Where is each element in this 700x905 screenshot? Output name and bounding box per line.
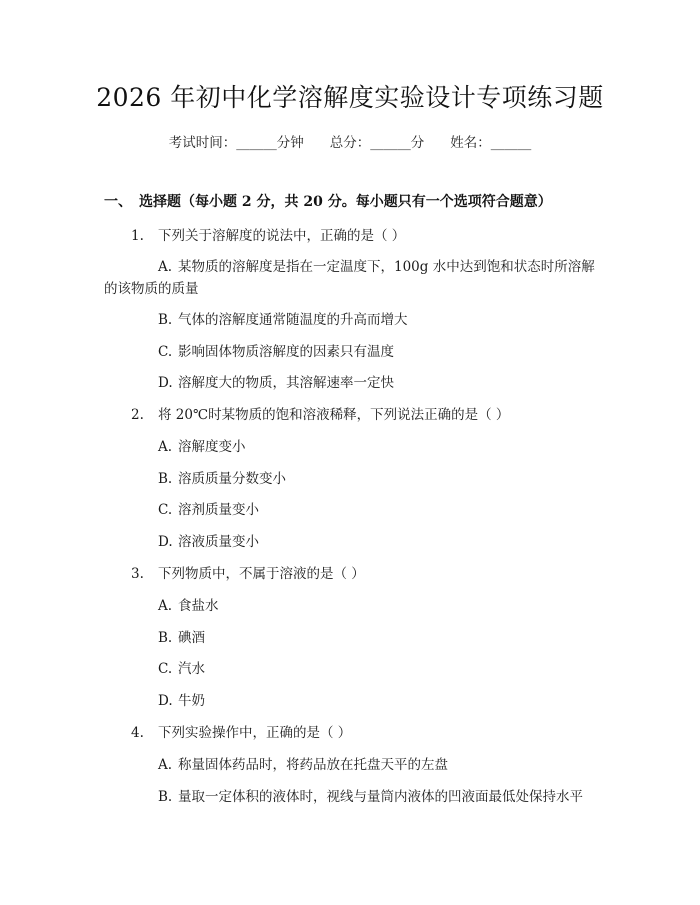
option-text: 溶液质量变小 bbox=[178, 534, 259, 550]
answer-option bbox=[158, 371, 394, 391]
option-text: 量取一定体积的液体时，视线与量筒内液体的凹液面最低处保持水平 bbox=[178, 789, 583, 805]
answer-option bbox=[158, 689, 205, 709]
option-text: 溶质质量分数变小 bbox=[178, 471, 286, 487]
answer-option bbox=[158, 255, 595, 275]
option-letter: A. bbox=[158, 259, 173, 275]
option-text-continuation: 的该物质的质量 bbox=[104, 281, 199, 297]
question-text: 下列物质中，不属于溶液的是（ ） bbox=[158, 566, 365, 582]
question-number: 1. bbox=[131, 228, 144, 244]
option-text: 溶解度变小 bbox=[178, 439, 246, 455]
option-letter: C. bbox=[158, 344, 173, 360]
question-text: 下列关于溶解度的说法中，正确的是（ ） bbox=[158, 228, 406, 244]
answer-option bbox=[158, 308, 408, 328]
option-text: 某物质的溶解度是指在一定温度下，100g 水中达到饱和状态时所溶解 bbox=[178, 259, 595, 275]
option-letter: B. bbox=[158, 789, 173, 805]
section-heading bbox=[104, 191, 552, 211]
option-letter: B. bbox=[158, 312, 173, 328]
answer-option bbox=[158, 467, 286, 487]
question-number: 4. bbox=[131, 725, 144, 741]
option-letter: A. bbox=[158, 757, 173, 773]
question-stem bbox=[131, 224, 405, 244]
section-title: 选择题（每小题 2 分，共 20 分。每小题只有一个选项符合题意） bbox=[139, 194, 552, 210]
option-text: 气体的溶解度通常随温度的升高而增大 bbox=[178, 312, 408, 328]
option-letter: D. bbox=[158, 375, 173, 391]
question-text: 下列实验操作中，正确的是（ ） bbox=[158, 725, 352, 741]
page-title: 2026 年初中化学溶解度实验设计专项练习题 bbox=[96, 83, 604, 112]
answer-option bbox=[158, 435, 246, 455]
option-letter: C. bbox=[158, 502, 173, 518]
answer-option bbox=[158, 753, 448, 773]
answer-option bbox=[158, 657, 205, 677]
question-stem bbox=[131, 721, 351, 741]
option-letter: A. bbox=[158, 439, 173, 455]
option-letter: B. bbox=[158, 630, 173, 646]
exam-time-field: 考试时间：______分钟 bbox=[168, 135, 304, 151]
option-letter: D. bbox=[158, 693, 173, 709]
question-stem bbox=[131, 403, 509, 423]
question-number: 2. bbox=[131, 407, 144, 423]
option-text: 牛奶 bbox=[178, 693, 205, 709]
question-text: 将 20℃时某物质的饱和溶液稀释，下列说法正确的是（ ） bbox=[158, 407, 510, 423]
option-letter: C. bbox=[158, 661, 173, 677]
question-stem bbox=[131, 562, 365, 582]
option-text: 碘酒 bbox=[178, 630, 205, 646]
answer-option bbox=[158, 626, 205, 646]
answer-option bbox=[158, 594, 219, 614]
question-number: 3. bbox=[131, 566, 144, 582]
option-text: 食盐水 bbox=[178, 598, 219, 614]
student-name-field: 姓名：______ bbox=[450, 135, 532, 151]
answer-option bbox=[158, 785, 583, 805]
answer-option bbox=[158, 498, 259, 518]
answer-option bbox=[158, 340, 394, 360]
option-text: 影响固体物质溶解度的因素只有温度 bbox=[178, 344, 394, 360]
option-letter: B. bbox=[158, 471, 173, 487]
option-text: 溶剂质量变小 bbox=[178, 502, 259, 518]
option-letter: A. bbox=[158, 598, 173, 614]
section-number: 一、 bbox=[104, 194, 132, 210]
exam-meta bbox=[0, 131, 700, 151]
total-score-field: 总分：______分 bbox=[329, 135, 425, 151]
answer-option bbox=[158, 530, 259, 550]
option-text: 汽水 bbox=[178, 661, 205, 677]
option-text: 称量固体药品时，将药品放在托盘天平的左盘 bbox=[178, 757, 448, 773]
option-letter: D. bbox=[158, 534, 173, 550]
option-text: 溶解度大的物质，其溶解速率一定快 bbox=[178, 375, 394, 391]
